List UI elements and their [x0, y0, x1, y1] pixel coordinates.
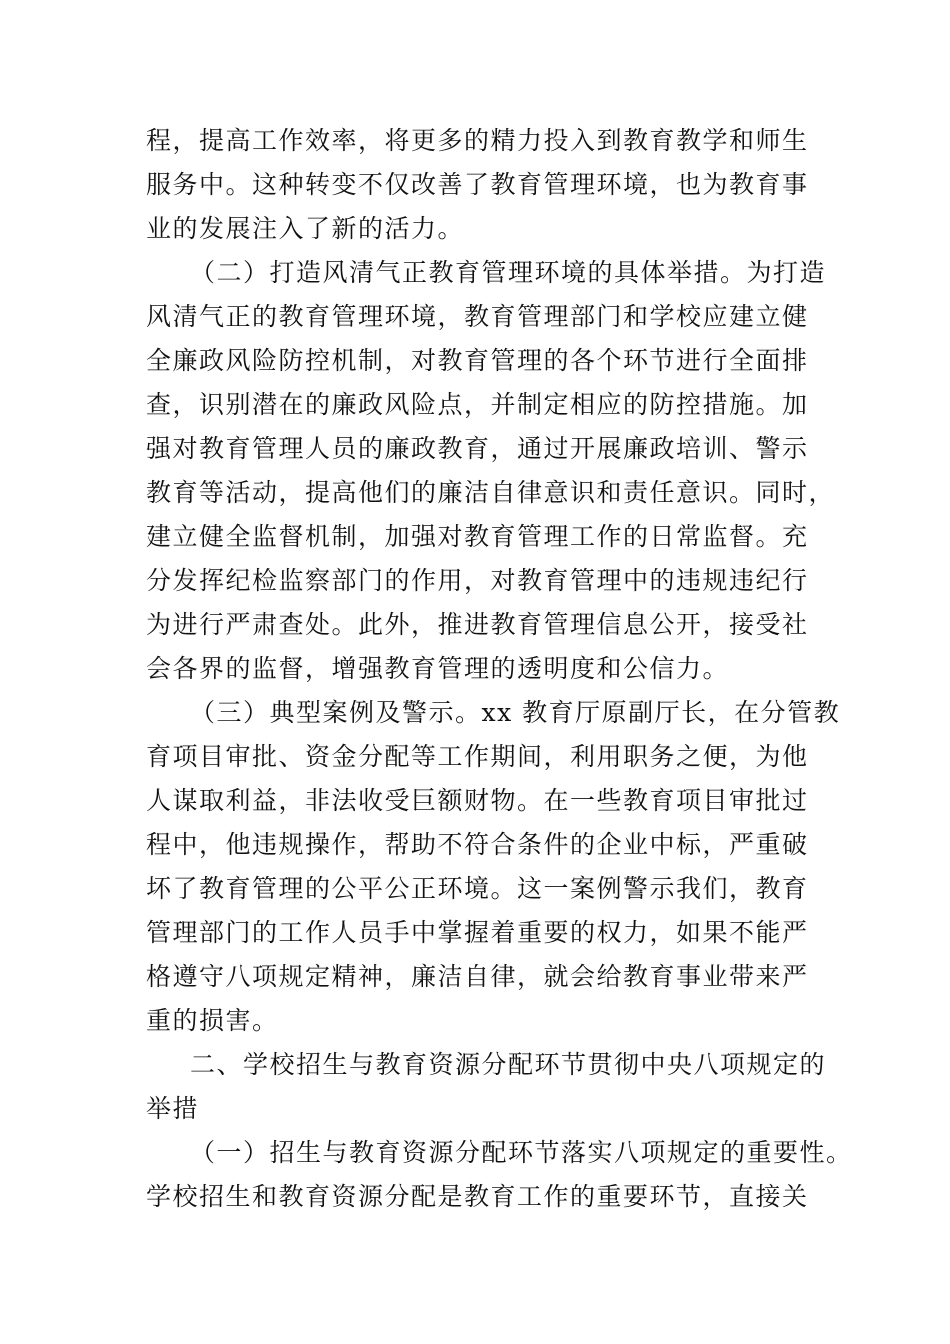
text-line: 坏了教育管理的公平公正环境。这一案例警示我们，教育: [146, 874, 809, 903]
text-line: 全廉政风险防控机制，对教育管理的各个环节进行全面排: [146, 346, 809, 375]
text-line: 业的发展注入了新的活力。: [146, 214, 465, 243]
text-line: 会各界的监督，增强教育管理的透明度和公信力。: [146, 654, 730, 683]
text-line: 风清气正的教育管理环境，教育管理部门和学校应建立健: [146, 302, 809, 331]
text-line: 分发挥纪检监察部门的作用，对教育管理中的违规违纪行: [146, 566, 809, 595]
text-line: 教育等活动，提高他们的廉洁自律意识和责任意识。同时，: [146, 478, 836, 507]
text-line: 人谋取利益，非法收受巨额财物。在一些教育项目审批过: [146, 786, 809, 815]
section-heading-line: 二、学校招生与教育资源分配环节贯彻中央八项规定的: [190, 1050, 827, 1079]
text-line: 程中，他违规操作，帮助不符合条件的企业中标，严重破: [146, 830, 809, 859]
text-line: 重的损害。: [146, 1006, 279, 1035]
paragraph-start-line: （三）典型案例及警示。xx 教育厅原副厅长，在分管教: [190, 698, 841, 727]
text-line: 管理部门的工作人员手中掌握着重要的权力，如果不能严: [146, 918, 809, 947]
paragraph-start-line: （二）打造风清气正教育管理环境的具体举措。为打造: [190, 258, 827, 287]
section-heading-line: 举措: [146, 1094, 200, 1123]
text-line: 服务中。这种转变不仅改善了教育管理环境，也为教育事: [146, 170, 809, 199]
text-line: 建立健全监督机制，加强对教育管理工作的日常监督。充: [146, 522, 809, 551]
text-line: 查，识别潜在的廉政风险点，并制定相应的防控措施。加: [146, 390, 809, 419]
text-line: 学校招生和教育资源分配是教育工作的重要环节，直接关: [146, 1182, 809, 1211]
text-line: 格遵守八项规定精神，廉洁自律，就会给教育事业带来严: [146, 962, 809, 991]
text-line: 强对教育管理人员的廉政教育，通过开展廉政培训、警示: [146, 434, 809, 463]
text-line: 为进行严肃查处。此外，推进教育管理信息公开，接受社: [146, 610, 809, 639]
text-line: 程，提高工作效率，将更多的精力投入到教育教学和师生: [146, 126, 809, 155]
paragraph-start-line: （一）招生与教育资源分配环节落实八项规定的重要性。: [190, 1138, 853, 1167]
text-line: 育项目审批、资金分配等工作期间，利用职务之便，为他: [146, 742, 809, 771]
